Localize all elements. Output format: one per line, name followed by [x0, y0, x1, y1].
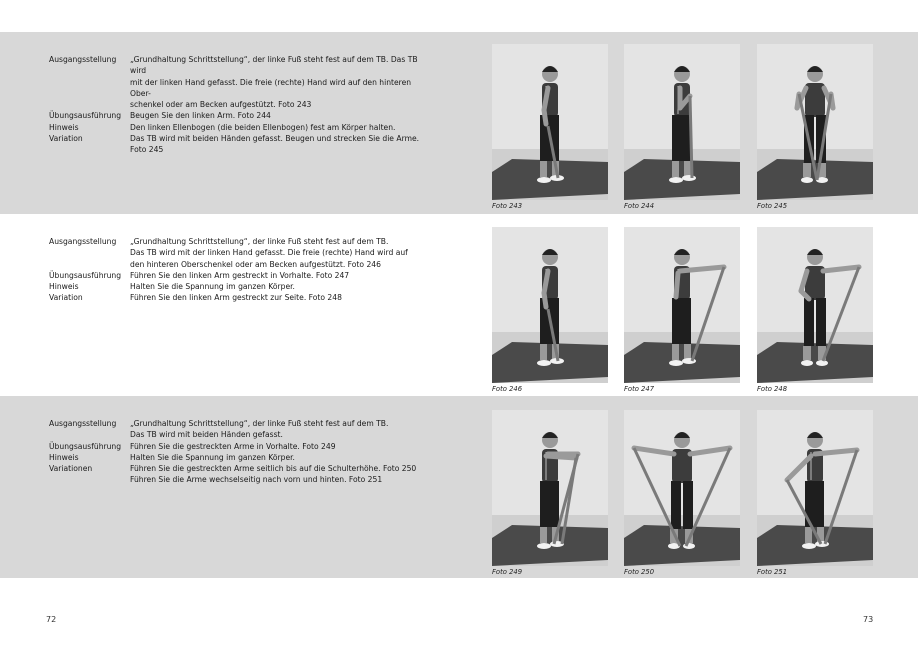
photo-caption: Foto 243 — [492, 202, 523, 210]
text-line: „Grundhaltung Schrittstellung“, der linke Fuß steht fest auf dem TB. — [130, 419, 389, 428]
page-number-left: 72 — [46, 615, 57, 624]
instruction-row — [49, 281, 429, 292]
row-label: Ausgangsstellung — [49, 419, 117, 428]
text-line: „Grundhaltung Schrittstellung“, der linke Fuß steht fest auf dem TB. Das TB wird — [130, 55, 418, 76]
text-line: Halten Sie die Spannung im ganzen Körper. — [130, 282, 295, 292]
row-text — [130, 441, 429, 452]
exercise-photo — [757, 44, 873, 200]
text-line: „Grundhaltung Schrittstellung“, der linke Fuß steht fest auf dem TB. — [130, 237, 389, 246]
text-line: Führen Sie die gestreckten Arme in Vorhalte. Foto 249 — [130, 441, 336, 451]
text-line: Führen Sie die Arme wechselseitig nach vorn und hinten. Foto 251 — [130, 475, 383, 485]
instruction-table — [49, 418, 429, 486]
instruction-row — [49, 418, 429, 441]
row-label: Übungsausführung — [49, 111, 122, 121]
instruction-row — [49, 292, 429, 303]
text-line: Foto 245 — [130, 145, 164, 155]
row-text — [130, 463, 429, 486]
row-label: Variation — [49, 293, 83, 303]
row-text — [130, 281, 429, 292]
row-label: Hinweis — [49, 452, 79, 462]
text-line: den hinteren Oberschenkel oder am Becken aufgestützt. Foto 246 — [130, 259, 381, 269]
instruction-row — [49, 236, 429, 270]
instruction-table — [49, 236, 429, 304]
row-text — [130, 133, 429, 156]
photo-caption: Foto 251 — [757, 568, 788, 576]
row-label: Hinweis — [49, 282, 79, 292]
row-text — [130, 418, 429, 441]
text-line: Den linken Ellenbogen (die beiden Ellenbogen) fest am Körper halten. — [130, 122, 396, 132]
text-line: Beugen Sie den linken Arm. Foto 244 — [130, 111, 271, 121]
exercise-photo — [492, 227, 608, 383]
text-line: Das TB wird mit beiden Händen gefasst. Beugen und strecken Sie die Arme. — [130, 134, 420, 144]
text-line: Führen Sie den linken Arm gestreckt in Vorhalte. Foto 247 — [130, 270, 350, 280]
exercise-photo — [492, 410, 608, 566]
exercise-photo — [624, 44, 740, 200]
photo-caption: Foto 246 — [492, 385, 523, 393]
row-label: Übungsausführung — [49, 441, 122, 451]
exercise-photo — [624, 227, 740, 383]
row-text — [130, 270, 429, 281]
page-number-right: 73 — [863, 615, 874, 624]
row-label: Übungsausführung — [49, 270, 122, 280]
text-line: schenkel oder am Becken aufgestützt. Foto 243 — [130, 100, 312, 110]
photo-caption: Foto 248 — [757, 385, 788, 393]
row-text — [130, 292, 429, 303]
instruction-row — [49, 54, 429, 110]
exercise-photo — [624, 410, 740, 566]
row-label: Ausgangsstellung — [49, 55, 117, 64]
instruction-row — [49, 110, 429, 121]
photo-caption: Foto 245 — [757, 202, 788, 210]
photo-caption: Foto 249 — [492, 568, 523, 576]
instruction-row — [49, 463, 429, 486]
instruction-table — [49, 54, 429, 156]
row-label: Hinweis — [49, 122, 79, 132]
instruction-row — [49, 122, 429, 133]
row-label: Variationen — [49, 464, 93, 474]
row-text — [130, 236, 429, 270]
row-text — [130, 54, 429, 110]
text-line: Das TB wird mit der linken Hand gefasst. Die freie (rechte) Hand wird auf — [130, 248, 408, 258]
photo-caption: Foto 247 — [624, 385, 655, 393]
exercise-photo — [757, 227, 873, 383]
instruction-row — [49, 133, 429, 156]
instruction-row — [49, 452, 429, 463]
instruction-row — [49, 270, 429, 281]
row-text — [130, 110, 429, 121]
photo-caption: Foto 250 — [624, 568, 655, 576]
text-line: Halten Sie die Spannung im ganzen Körper. — [130, 452, 295, 462]
text-line: Das TB wird mit beiden Händen gefasst. — [130, 430, 283, 440]
instruction-row — [49, 441, 429, 452]
row-text — [130, 452, 429, 463]
exercise-photo — [492, 44, 608, 200]
row-text — [130, 122, 429, 133]
text-line: mit der linken Hand gefasst. Die freie (rechte) Hand wird auf den hinteren Ober- — [130, 77, 412, 98]
row-label: Variation — [49, 134, 83, 144]
exercise-photo — [757, 410, 873, 566]
text-line: Führen Sie die gestreckten Arme seitlich bis auf die Schulterhöhe. Foto 250 — [130, 464, 417, 474]
text-line: Führen Sie den linken Arm gestreckt zur Seite. Foto 248 — [130, 293, 342, 303]
row-label: Ausgangsstellung — [49, 237, 117, 246]
photo-caption: Foto 244 — [624, 202, 655, 210]
